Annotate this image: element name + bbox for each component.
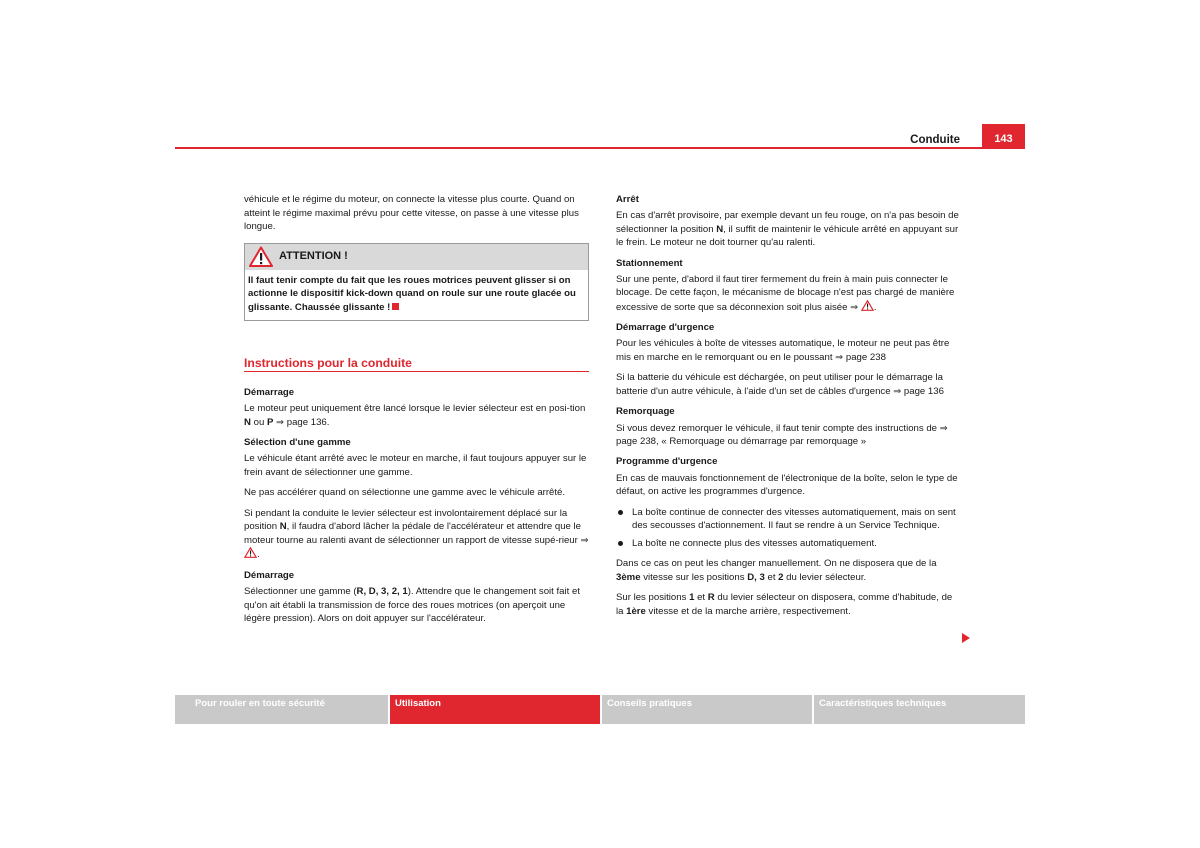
section-title: Instructions pour la conduite: [244, 357, 589, 373]
text-run: Le moteur peut uniquement être lancé lorsque le levier sélecteur est en posi-tion: [244, 403, 586, 415]
end-of-section-icon: [392, 303, 399, 310]
tab-conseils[interactable]: Conseils pratiques: [602, 695, 812, 724]
text-run: Sur une pente, d'abord il faut tirer fermement du frein à main puis connecter le blocage. De cette façon, le mécanisme de blocage n'est pas chargé de manière excessive de sorte que sa déconnexion soit plus aisée ⇒: [616, 273, 955, 313]
warning-small-icon: [861, 300, 874, 311]
text-run: du levier sélecteur.: [783, 571, 867, 583]
selection-paragraph-3: [244, 507, 589, 562]
list-item-text: La boîte ne connecte plus des vitesses automatiquement.: [632, 537, 877, 549]
text-run: En cas d'arrêt provisoire, par exemple devant un feu rouge, on n'a pas besoin de sélectionner la position: [616, 210, 959, 235]
position-1: 1: [689, 592, 695, 604]
position-n: N: [279, 521, 287, 533]
right-column: [616, 193, 961, 625]
chapter-title: Conduite: [910, 134, 960, 146]
programme-paragraph-1: En cas de mauvais fonctionnement de l'électronique de la boîte, selon le type de défaut, on active les programmes d'urgence.: [616, 472, 958, 498]
demarrage-paragraph: [244, 402, 589, 429]
positions-d-3: D, 3: [747, 571, 765, 583]
warning-box: [244, 243, 589, 321]
stationnement-heading: Stationnement: [616, 257, 683, 269]
selection-paragraph-1: Le véhicule étant arrêté avec le moteur en marche, il faut toujours appuyer sur le frein avant de sélectionner une gamme.: [244, 453, 587, 478]
page-reference: ⇒ page 136.: [273, 416, 330, 428]
programme-paragraph-2: [616, 557, 961, 584]
gear-1ere: 1ère: [626, 605, 646, 617]
remorquage-paragraph: Si vous devez remorquer le véhicule, il faut tenir compte des instructions de ⇒ page 238, « Remorquage ou démarrage par remorquage »: [616, 422, 948, 448]
warning-text: [245, 270, 588, 320]
programme-heading: Programme d'urgence: [616, 456, 718, 468]
selection-paragraph-2: Ne pas accélérer quand on sélectionne une gamme avec le véhicule arrêté.: [244, 487, 566, 499]
position-n: N: [244, 416, 251, 428]
text-run: Dans ce cas on peut les changer manuellement. On ne disposera que de la: [616, 558, 937, 570]
warning-small-icon: [244, 547, 257, 558]
text-run: .: [873, 301, 877, 313]
text-run: , il faudra d'abord lâcher la pédale de l'accélérateur et attendre que le moteur tourne au ralenti avant de sélectionner un rapport de vitesse supé-rieur ⇒: [244, 521, 589, 546]
continue-arrow-icon: [962, 633, 970, 643]
demarrage-paragraph-2: [244, 585, 589, 626]
text-run: Sélectionner une gamme (: [244, 585, 357, 597]
warning-title: ATTENTION !: [279, 249, 348, 262]
gear-3eme: 3ème: [616, 571, 641, 583]
page-number: 143: [982, 124, 1025, 148]
warning-header: [245, 244, 588, 270]
list-item-text: La boîte continue de connecter des vitesses automatiquement, mais on sent des secousses d'actionnement. Il faut se rendre à un Service Technique.: [632, 506, 956, 532]
urgence-paragraph-1: Pour les véhicules à boîte de vitesses automatique, le moteur ne peut pas être mis en marche en le remorquant ou en le poussant ⇒ page 238: [616, 338, 950, 364]
text-run: du levier sélecteur on disposera, comme d'habitude, de la: [616, 592, 953, 617]
warning-triangle-icon: [249, 246, 273, 267]
tab-caracteristiques[interactable]: Caractéristiques techniques: [814, 695, 1025, 724]
list-item: [616, 506, 961, 533]
warning-body-text: Il faut tenir compte du fait que les roues motrices peuvent glisser si on actionne le dispositif kick-down quand on roule sur une route glacée ou glissante. Chaussée glissante !: [248, 274, 576, 313]
text-run: et: [694, 592, 708, 604]
footer-nav: [175, 695, 1025, 724]
demarrage-heading-2: Démarrage: [244, 569, 295, 581]
stationnement-paragraph: [616, 273, 961, 315]
remorquage-heading: Remorquage: [616, 406, 675, 418]
position-r: R: [707, 592, 715, 604]
tab-utilisation[interactable]: Utilisation: [390, 695, 600, 724]
text-run: vitesse et de la marche arrière, respectivement.: [645, 605, 851, 617]
arret-paragraph: [616, 209, 961, 250]
left-column: [244, 193, 589, 633]
position-2: 2: [778, 571, 784, 583]
intro-paragraph: véhicule et le régime du moteur, on connecte la vitesse plus courte. Quand on atteint le régime maximal prévu pour cette vitesse, on passe à une vitesse plus longue.: [244, 194, 579, 233]
position-n: N: [716, 223, 724, 235]
text-run: ou: [250, 416, 267, 428]
selection-heading: Sélection d'une gamme: [244, 437, 351, 449]
arret-heading: Arrêt: [616, 194, 639, 205]
list-item: [616, 537, 961, 551]
position-p: P: [266, 416, 274, 428]
tab-securite[interactable]: Pour rouler en toute sécurité: [175, 695, 388, 724]
text-run: .: [257, 549, 260, 561]
text-run: , il suffit de maintenir le véhicule arrêté en appuyant sur le frein. Le moteur ne doit tourner qu'au ralenti.: [616, 223, 959, 249]
text-run: Sur les positions: [616, 592, 690, 604]
programme-paragraph-3: [616, 591, 961, 618]
text-run: ). Attendre que le changement soit fait et qu'on ait établi la transmission de force des roues motrices (on aperçoit une légère pression). Alors on doit appuyer sur l'accélérateur.: [244, 585, 580, 625]
text-run: Si pendant la conduite le levier sélecteur est involontairement déplacé sur la position: [244, 507, 568, 533]
demarrage-heading: Démarrage: [244, 387, 295, 399]
header-divider: [175, 147, 1025, 149]
text-run: vitesse sur les positions: [640, 571, 748, 583]
urgence-paragraph-2: Si la batterie du véhicule est déchargée, on peut utiliser pour le démarrage la batterie d'un autre véhicule, à l'aide d'un set de câbles d'urgence ⇒ page 136: [616, 372, 944, 398]
bullet-icon: [618, 541, 623, 546]
gear-positions: R, D, 3, 2, 1: [356, 585, 408, 597]
urgence-heading: Démarrage d'urgence: [616, 322, 715, 334]
bullet-icon: [618, 510, 623, 515]
text-run: et: [764, 571, 779, 583]
